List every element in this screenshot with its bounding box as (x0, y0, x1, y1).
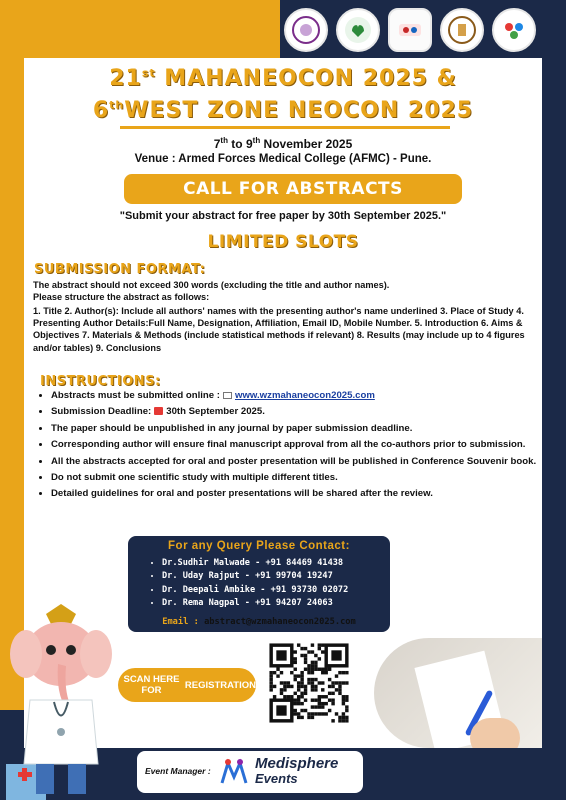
logo-emblem-5 (492, 8, 536, 52)
website-link[interactable]: www.wzmahaneocon2025.com (234, 390, 375, 401)
calendar-icon (154, 407, 163, 415)
logo-emblem-2 (336, 8, 380, 52)
contact-person: • Dr. Deepali Ambike - +91 93730 02072 (162, 584, 348, 597)
call-for-abstracts-banner: CALL FOR ABSTRACTS (124, 174, 462, 204)
logo-emblem-3 (388, 8, 432, 52)
contact-person: • Dr.Sudhir Malwade - +91 84469 41438 (162, 557, 348, 570)
submission-format-heading: SUBMISSION FORMAT: (34, 262, 206, 277)
contact-title: For any Query Please Contact: (168, 540, 350, 552)
email-address[interactable]: abstract@wzmahaneocon2025.com (204, 617, 356, 627)
submission-format-paragraph-2: Please structure the abstract as follows: (33, 292, 210, 302)
instruction-item: • Detailed guidelines for oral and poster presentations will be shared after the review. (51, 487, 545, 500)
event-manager-panel (137, 751, 363, 793)
instruction-item: • Corresponding author will ensure final manuscript approval from all the co-authors prior to submission. (51, 438, 545, 451)
submit-deadline-line: "Submit your abstract for free paper by 30th September 2025." (119, 210, 447, 222)
conference-dates: 7th to 9th November 2025 (213, 136, 353, 151)
registration-qr-code[interactable] (266, 640, 352, 726)
conference-title-line-1: 21st MAHANEOCON 2025 & (109, 66, 457, 91)
instruction-item: • The paper should be unpublished in any journal by paper submission deadline. (51, 422, 545, 435)
submission-format-paragraph-3: 1. Title 2. Author(s): Include all authors' names with the presenting author's name underlined 3. Place of Study 4. Presenting Author Details:Full Name, Designation, Affiliation, Email ID, Mobile Number. 5. Introduction 6. Aims & Objectives 7. Materials & Methods (include statistical methods if relevant) 8. Results (may include up to 4 figures and/or tables) 9. Conclusions (33, 306, 525, 353)
logo-emblem-1 (284, 8, 328, 52)
medisphere-logo-mark (219, 757, 249, 787)
contact-person: • Dr. Rema Nagpal - +91 94207 24063 (162, 597, 348, 610)
instruction-item: • All the abstracts accepted for oral and poster presentation will be published in Conference Souvenir book. (51, 455, 545, 468)
mail-icon (223, 392, 232, 399)
event-manager-name-2: Events (255, 771, 298, 786)
logo-emblem-4 (440, 8, 484, 52)
ganesha-doctor-mascot (6, 604, 116, 800)
instructions-heading: INSTRUCTIONS: (40, 374, 161, 389)
conference-title-line-2: 6thWEST ZONE NEOCON 2025 (92, 98, 474, 123)
instructions-list (40, 389, 545, 504)
instruction-item: • Do not submit one scientific study with multiple different titles. (51, 471, 545, 484)
conference-venue: Venue : Armed Forces Medical College (AFMC) - Pune. (134, 153, 432, 165)
submission-format-paragraph-1: The abstract should not exceed 300 words (excluding the title and author names). (33, 280, 390, 290)
event-manager-name: Medisphere (255, 755, 339, 772)
contact-person: • Dr. Uday Rajput - +91 99704 19247 (162, 570, 348, 583)
title-underline (120, 126, 450, 129)
instruction-item-deadline: • Submission Deadline: 30th September 2025. (51, 405, 545, 418)
scan-registration-badge[interactable]: SCAN HERE FOR REGISTRATION (118, 668, 256, 702)
event-manager-label: Event Manager : (145, 766, 211, 776)
limited-slots-heading: LIMITED SLOTS (207, 232, 359, 252)
contact-email: Email : abstract@wzmahaneocon2025.com (162, 617, 356, 627)
instruction-item-online: • Abstracts must be submitted online : www.wzmahaneocon2025.com (51, 389, 545, 402)
partner-logos (284, 8, 536, 52)
contact-list (152, 557, 348, 610)
writing-photo (374, 638, 542, 748)
